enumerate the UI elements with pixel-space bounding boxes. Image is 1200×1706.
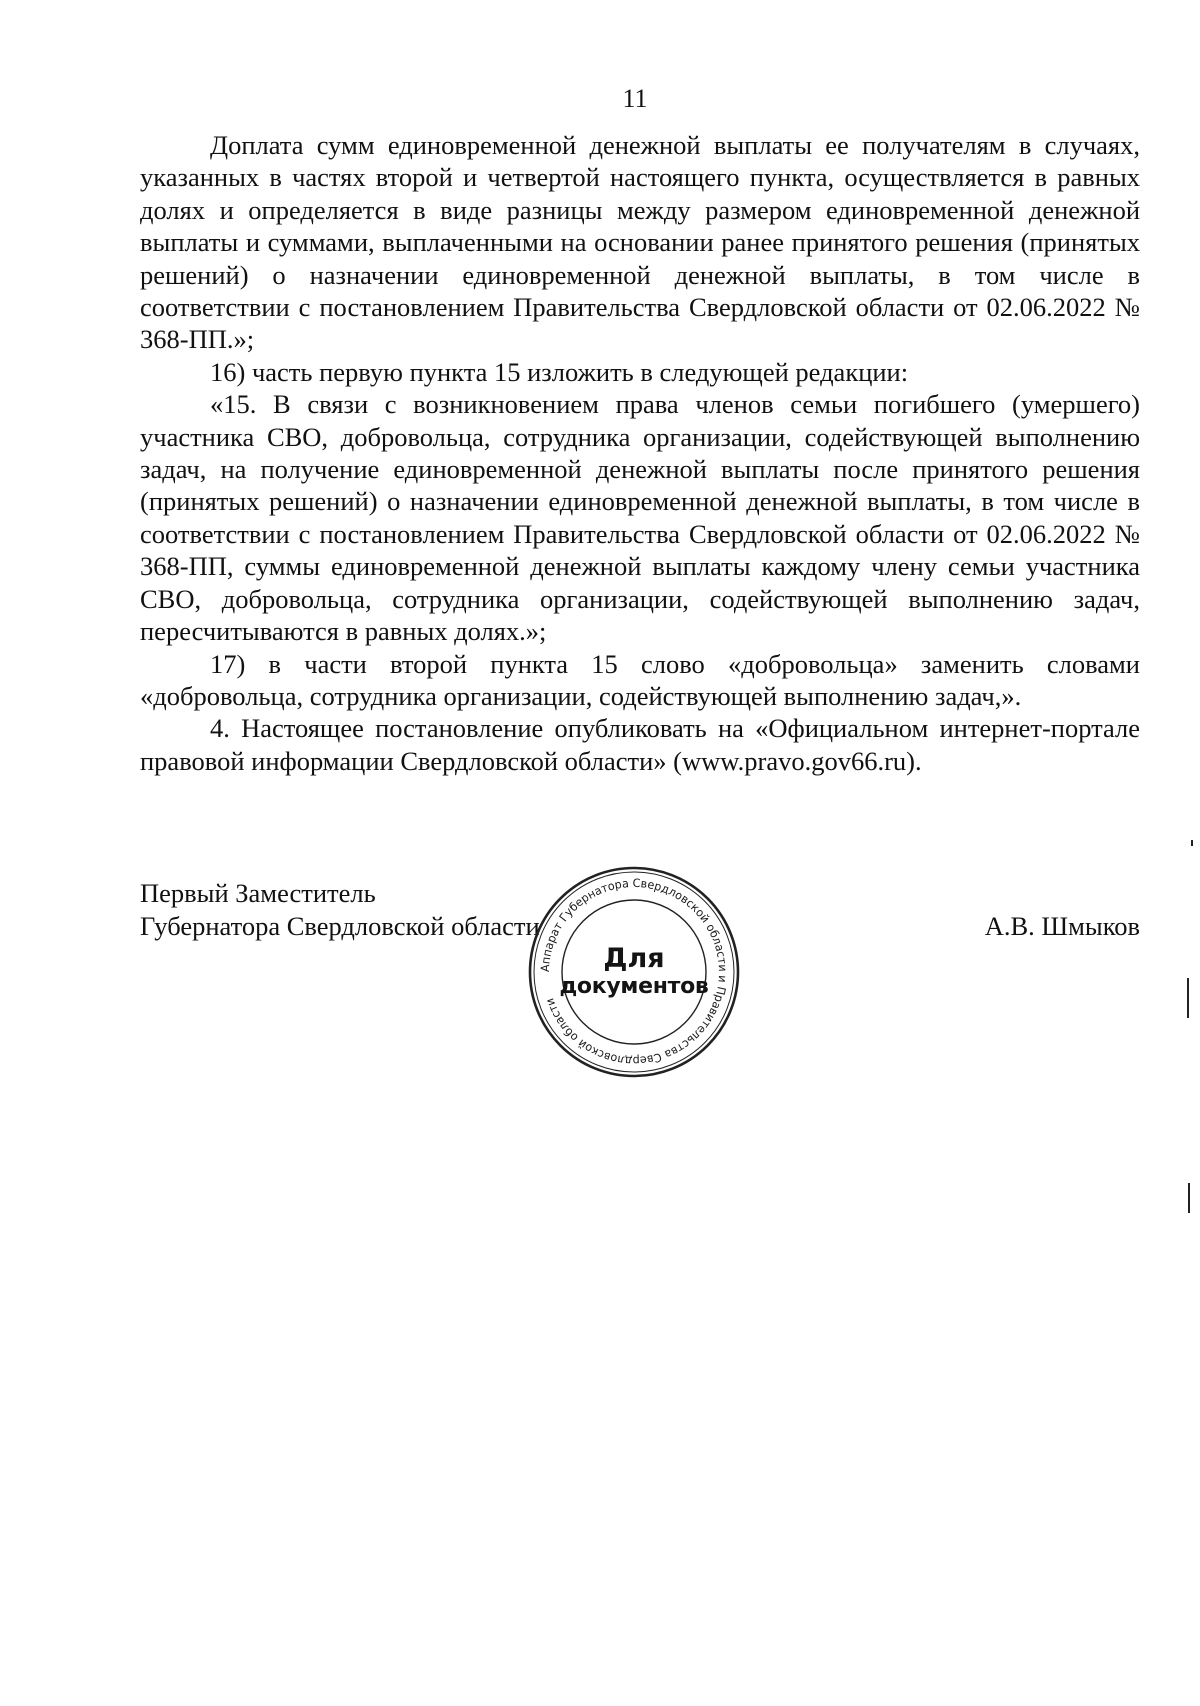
official-stamp [524, 862, 744, 1082]
stamp-word-1: Для [603, 943, 665, 974]
scan-artifact-mark [1187, 978, 1189, 1018]
scan-artifact-mark [1191, 840, 1193, 846]
document-body [140, 129, 1140, 777]
stamp-word-2: документов [559, 974, 709, 999]
paragraph-additional-payment: Доплата сумм единовременной денежной выплаты ее получателям в случаях, указанных в частях второй и четвертой настоящего пункта, осуществляется в равных долях и определяется в виде разницы между размером единовременной денежной выплаты и суммами, выплаченными на основании ранее принятого решения (принятых решений) о назначении единовременной денежной выплаты, в том числе в соответствии с постановлением Правительства Свердловской области от 02.06.2022 № 368-ПП.»; [140, 130, 1140, 355]
paragraph-item-15-text: «15. В связи с возникновением права членов семьи погибшего (умершего) участника СВО, добровольца, сотрудника организации, содействующей выполнению задач, на получение единовременной денежной выплаты после принятого решения (принятых решений) о назначении единовременной денежной выплаты, в том числе в соответствии с постановлением Правительства Свердловской области от 02.06.2022 № 368-ПП, суммы единовременной денежной выплаты каждому члену семьи участника СВО, добровольца, сотрудника организации, содействующей выполнению задач, пересчитываются в равных долях.»; [140, 389, 1140, 647]
stamp-ring-text: Аппарат Губернатора Свердловской области и Правительства Свердловской области [537, 875, 731, 1069]
paragraph-item-16: 16) часть первую пункта 15 изложить в следующей редакции: [210, 356, 909, 387]
page-number: 11 [622, 84, 648, 113]
paragraph-item-17: 17) в части второй пункта 15 слово «добровольца» заменить словами «добровольца, сотрудника организации, содействующей выполнению задач,». [140, 648, 1140, 711]
signature-position-line1: Первый Заместитель [140, 878, 376, 908]
signature-position-line2: Губернатора Свердловской области [140, 911, 540, 941]
paragraph-publication: 4. Настоящее постановление опубликовать на «Официальном интернет-портале правовой информации Свердловской области» (www.pravo.gov66.ru). [140, 713, 1140, 776]
scan-artifact-mark [1188, 1183, 1190, 1213]
signatory-name: А.В. Шмыков [984, 911, 1140, 941]
